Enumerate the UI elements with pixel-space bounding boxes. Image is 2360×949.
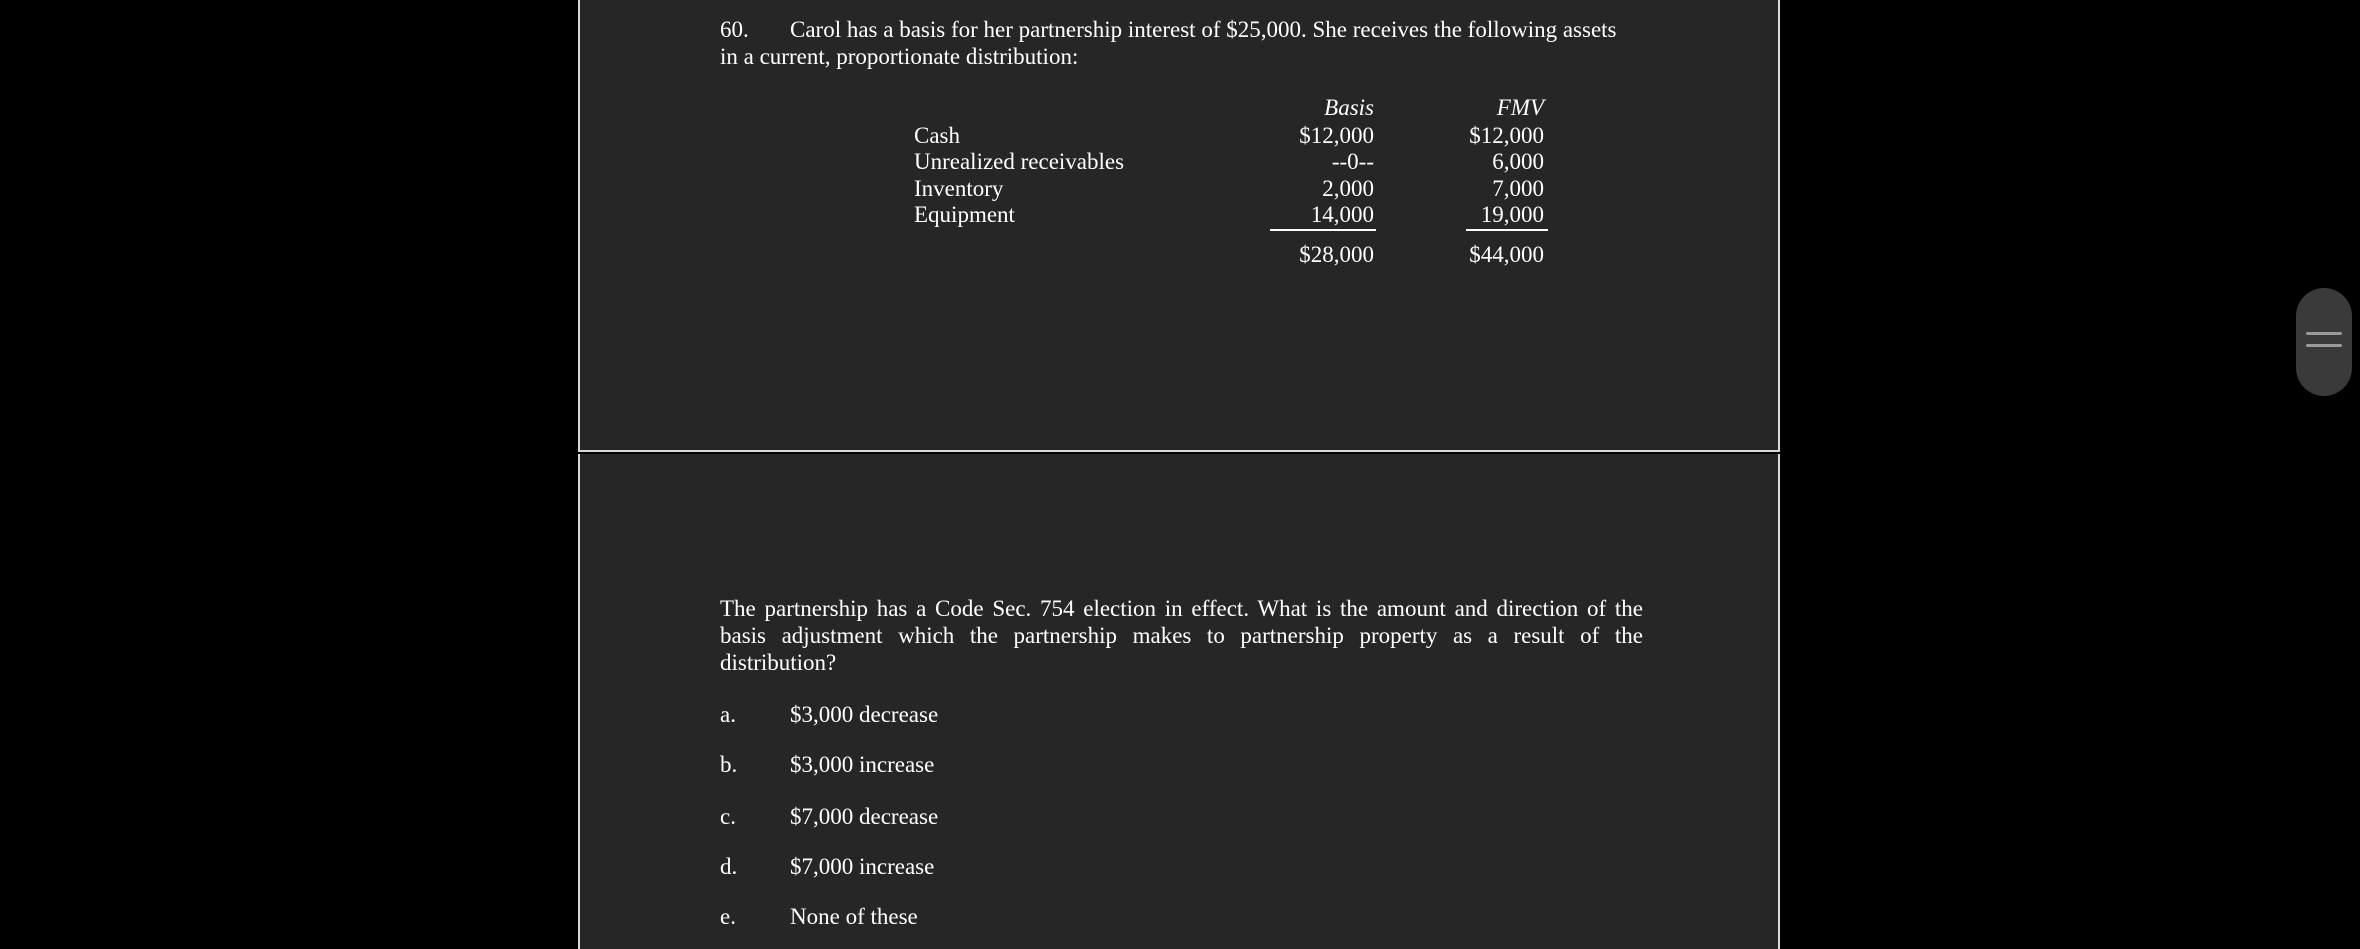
- prompt-line1: The partnership has a Code Sec. 754 election in effect. What is the amount and direction of the: [720, 596, 1643, 621]
- row-basis-cash: $12,000: [1299, 123, 1374, 148]
- choice-e-letter: e.: [720, 904, 736, 929]
- choice-b-letter: b.: [720, 752, 738, 777]
- choice-d-text: $7,000 increase: [790, 854, 935, 879]
- row-asset-inventory: Inventory: [914, 176, 1004, 201]
- grip-line-icon: [2306, 332, 2342, 335]
- choice-d-letter: d.: [720, 854, 738, 879]
- scroll-handle[interactable]: [2296, 288, 2352, 396]
- row-fmv-equipment: 19,000: [1480, 202, 1544, 227]
- row-asset-equipment: Equipment: [914, 202, 1015, 227]
- row-asset-receivables: Unrealized receivables: [914, 149, 1125, 174]
- row-basis-equipment: 14,000: [1310, 202, 1374, 227]
- choice-b-text: $3,000 increase: [790, 752, 935, 777]
- question-intro-line2: in a current, proportionate distribution:: [720, 44, 1079, 69]
- choice-a-letter: a.: [720, 702, 736, 727]
- header-fmv: FMV: [1496, 95, 1544, 120]
- row-fmv-cash: $12,000: [1469, 123, 1544, 148]
- question-intro-line1: Carol has a basis for her partnership interest of $25,000. She receives the following assets: [790, 17, 1617, 42]
- choice-e-text: None of these: [790, 904, 918, 929]
- choice-a-text: $3,000 decrease: [790, 702, 939, 727]
- row-fmv-receivables: 6,000: [1492, 149, 1544, 174]
- subtotal-rule-fmv: [1466, 229, 1548, 231]
- total-fmv: $44,000: [1469, 242, 1544, 267]
- row-basis-receivables: --0--: [1331, 149, 1374, 174]
- total-basis: $28,000: [1299, 242, 1374, 267]
- row-asset-cash: Cash: [914, 123, 960, 148]
- header-basis: Basis: [1324, 95, 1374, 120]
- prompt-line2: basis adjustment which the partnership makes to partnership property as a result of the: [720, 623, 1643, 648]
- grip-line-icon: [2306, 344, 2342, 347]
- subtotal-rule-basis: [1270, 229, 1376, 231]
- choice-c-letter: c.: [720, 804, 736, 829]
- prompt-line3: distribution?: [720, 650, 837, 675]
- choice-c-text: $7,000 decrease: [790, 804, 939, 829]
- question-number: 60.: [720, 17, 749, 42]
- row-basis-inventory: 2,000: [1322, 176, 1374, 201]
- page-upper: [578, 0, 1780, 452]
- page-lower: [578, 454, 1780, 949]
- row-fmv-inventory: 7,000: [1492, 176, 1544, 201]
